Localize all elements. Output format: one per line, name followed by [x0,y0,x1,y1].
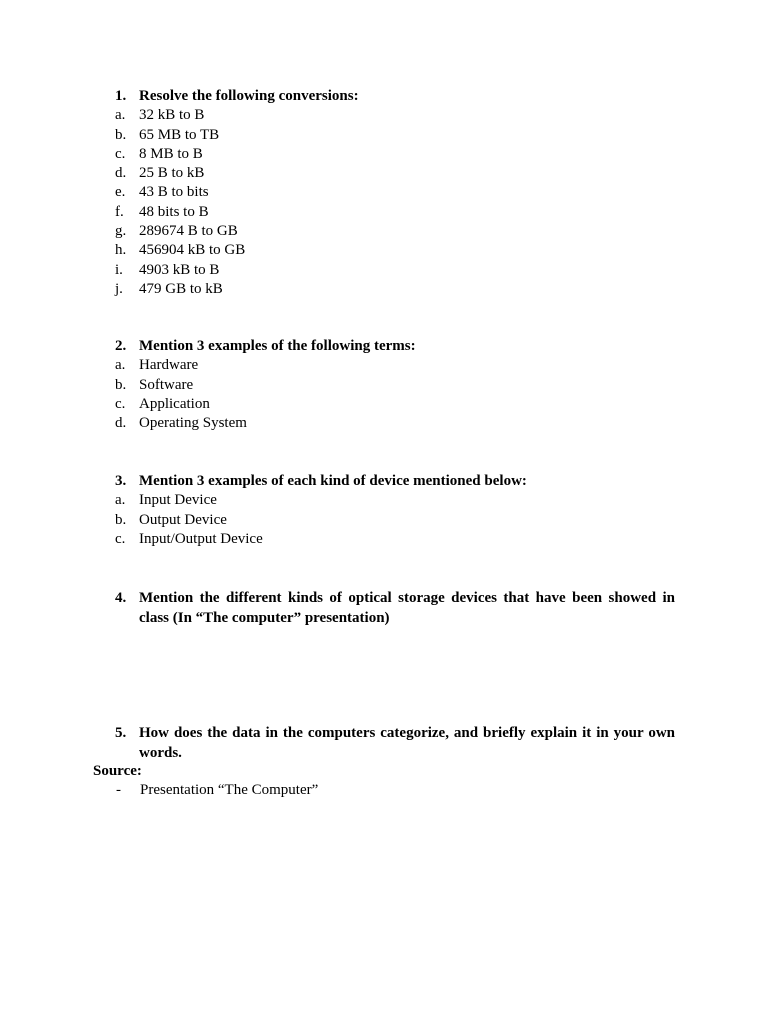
list-item-text: Input/Output Device [139,530,263,547]
list-marker: b. [115,126,127,143]
list-item [115,203,675,222]
question-number: 5. [115,725,127,741]
list-item-text: Output Device [139,511,227,528]
list-item [115,261,675,280]
list-marker: a. [115,107,126,124]
list-marker: a. [115,492,126,509]
list-item [115,511,675,530]
question-2-heading [115,337,675,356]
list-item [115,414,675,433]
question-number: 3. [115,473,127,489]
list-marker: g. [115,223,127,240]
list-marker: b. [115,376,127,393]
source-item-text: Presentation “The Computer” [140,782,319,799]
bullet-dash: - [116,782,121,799]
source-section [93,762,653,801]
list-marker: d. [115,165,127,182]
list-marker: f. [115,203,124,220]
question-text: Mention the different kinds of optical storage devices that have been showed in class (In “The computer” presentation) [139,590,675,626]
list-marker: e. [115,184,126,201]
question-1-heading [115,87,675,106]
question-4 [115,589,675,628]
list-item-text: 48 bits to B [139,203,209,220]
question-text: How does the data in the computers categorize, and briefly explain it in your own words. [139,725,675,761]
list-marker: c. [115,145,126,162]
list-item-text: 32 kB to B [139,107,205,124]
question-heading-text: Resolve the following conversions: [139,88,359,104]
list-marker: a. [115,357,126,374]
list-item-text: Software [139,376,194,393]
list-marker: j. [115,280,123,297]
list-marker: d. [115,415,127,432]
list-item-text: 25 B to kB [139,165,205,182]
list-item [115,241,675,260]
list-item-text: 65 MB to TB [139,126,220,143]
list-item [115,222,675,241]
list-marker: c. [115,395,126,412]
question-heading-text: Mention 3 examples of each kind of device mentioned below: [139,473,527,489]
list-marker: b. [115,511,127,528]
list-item-text: 43 B to bits [139,184,209,201]
question-5 [115,724,675,763]
list-marker: i. [115,261,123,278]
list-item-text: 289674 B to GB [139,223,238,240]
list-item-text: 456904 kB to GB [139,242,246,259]
list-item [115,530,675,549]
question-number: 1. [115,88,127,104]
source-label: Source: [93,763,142,779]
question-heading-text: Mention 3 examples of the following terms: [139,338,416,354]
list-item-text: Operating System [139,415,247,432]
list-item-text: Hardware [139,357,199,374]
list-item-text: Input Device [139,492,217,509]
list-item [115,145,675,164]
question-2 [115,337,675,433]
list-item-text: 4903 kB to B [139,261,220,278]
list-item [115,376,675,395]
list-item [115,183,675,202]
list-item [115,126,675,145]
list-item-text: Application [139,395,210,412]
list-item [115,280,675,299]
list-marker: c. [115,530,126,547]
list-item [115,491,675,510]
list-item-text: 8 MB to B [139,145,203,162]
list-item [115,106,675,125]
question-number: 2. [115,338,127,354]
list-item [115,164,675,183]
question-3-heading [115,472,675,491]
question-number: 4. [115,590,127,606]
question-1 [115,87,675,299]
list-item-text: 479 GB to kB [139,280,223,297]
list-item [115,395,675,414]
source-item [116,781,653,800]
question-3 [115,472,675,549]
list-item [115,356,675,375]
list-marker: h. [115,242,127,259]
